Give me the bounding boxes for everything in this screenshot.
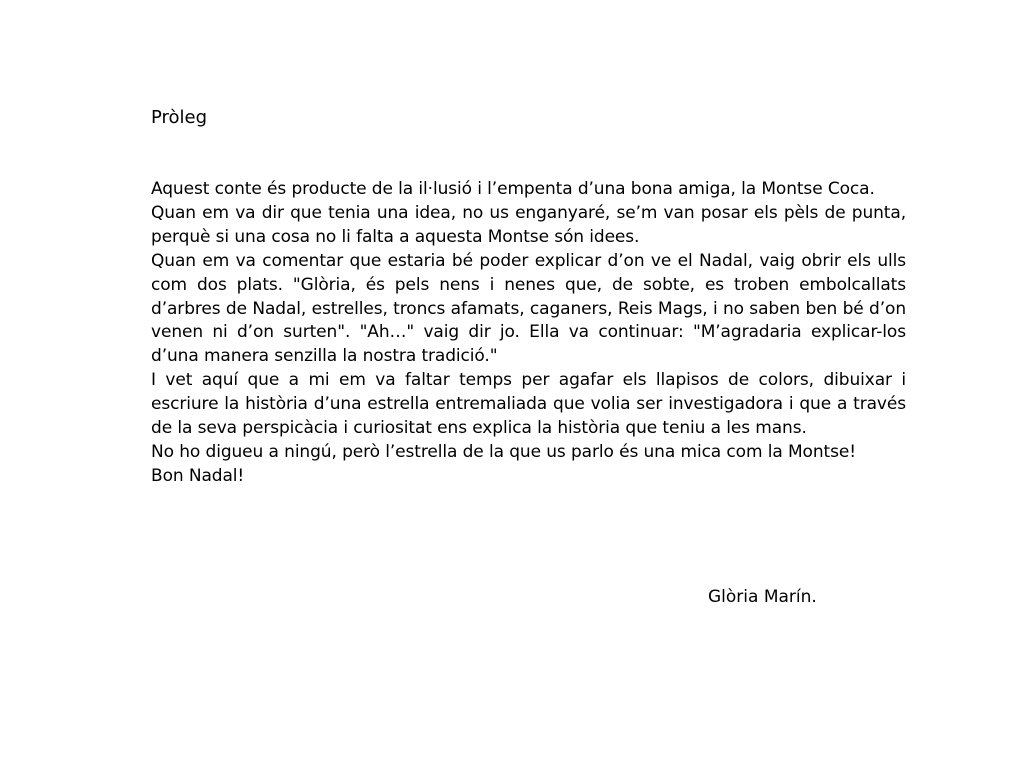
- paragraph-idea: Quan em va dir que tenia una idea, no us enganyaré, se’m van posar els pèls de punta, perquè si una cosa no li falta a aquesta Montse són idees.: [151, 202, 906, 247]
- paragraph-conversation: Quan em va comentar que estaria bé poder explicar d’on ve el Nadal, vaig obrir els ulls com dos plats. "Glòria, és pels nens i nenes que, de sobte, es troben embolcallats d’arbres de Nadal, estrelles, troncs afamats, caganers, Reis Mags, i no saben ben bé d’on venen ni d’on surten". "Ah…" vaig dir jo. Ella va continuar: "M’agradaria explicar-los d’una manera senzilla la nostra tradició.": [151, 250, 906, 367]
- author-signature: Glòria Marín.: [708, 587, 817, 607]
- paragraph-secret: No ho digueu a ningú, però l’estrella de la que us parlo és una mica com la Montse!: [151, 441, 856, 462]
- prologue-body: [151, 178, 906, 489]
- paragraph-intro: Aquest conte és producte de la il·lusió i l’empenta d’una bona amiga, la Montse Coca.: [151, 179, 875, 199]
- page-title: Pròleg: [151, 107, 208, 128]
- paragraph-greeting: Bon Nadal!: [151, 465, 245, 486]
- paragraph-drawing: I vet aquí que a mi em va faltar temps per agafar els llapisos de colors, dibuixar i escriure la història d’una estrella entremaliada que volia ser investigadora i que a través de la seva perspicàcia i curiositat ens explica la història que teniu a les mans.: [151, 370, 906, 439]
